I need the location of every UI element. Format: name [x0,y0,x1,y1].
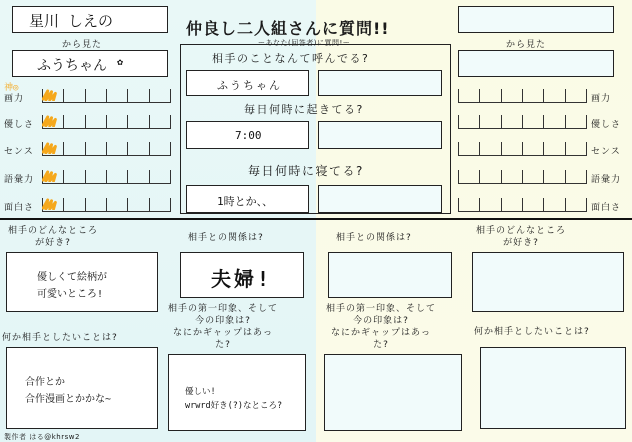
left-name-box[interactable] [12,6,168,33]
rating-tick [458,170,459,184]
left-impression-answer-box[interactable] [168,354,306,431]
left-stat-fill [42,170,57,182]
right-impression-question: 相手の第一印象、そして 今の印象は? なにかギャップはあっ た? [326,304,437,350]
wake-answer-left-text: 7:00 [235,129,262,142]
left-impression-question: 相手の第一印象、そして 今の印象は? なにかギャップはあっ た? [168,304,279,350]
rating-tick [170,89,171,103]
left-stat-label: センス [4,147,34,157]
rating-tick [565,89,566,103]
rating-tick [149,89,150,103]
left-partner-name: ふうちゃん [37,58,107,74]
left-stat-fill [42,198,57,210]
nickname-answer-right[interactable] [318,70,442,96]
rating-tick [63,115,64,129]
rating-tick [85,115,86,129]
left-stat-label: 優しさ [4,120,35,130]
right-like-question: 相手のどんなところ が好き? [476,226,567,248]
rating-tick [458,142,459,156]
rating-scale [42,198,170,212]
rating-tick [501,198,502,212]
rating-scale [42,142,170,156]
rating-tick [149,198,150,212]
rating-tick [149,170,150,184]
left-like-answer-box[interactable] [6,252,158,312]
rating-tick [127,89,128,103]
rating-tick [170,170,171,184]
right-stat-label: 面白さ [591,203,622,213]
rating-tick [565,198,566,212]
sub-note: ーあなた(回答者)に質問!ー [258,39,351,47]
right-stat-label: センス [591,147,621,157]
rating-scale [42,89,170,103]
rating-tick [479,198,480,212]
left-stat-label: 画力 [4,94,25,104]
sleep-answer-left-text: 1時とか、、 [217,195,274,208]
rating-scale [42,115,170,129]
rating-tick [63,198,64,212]
rating-tick [85,89,86,103]
rating-tick [501,115,502,129]
rating-tick [586,89,587,103]
left-want-answer-box[interactable] [6,347,158,429]
right-relation-answer-box[interactable] [328,252,452,298]
left-relation-question: 相手との関係は? [188,233,264,243]
wake-answer-left[interactable] [186,121,309,149]
rating-tick [543,115,544,129]
rating-tick [522,115,523,129]
rating-scale [458,198,586,212]
rating-tick [501,170,502,184]
sleep-answer-right[interactable] [318,185,442,213]
left-like-question: 相手のどんなところ が好き? [8,226,99,248]
left-want-question: 何か相手としたいことは? [2,333,118,343]
page-title: 仲良し二人組さんに質問!! [186,19,390,38]
rating-tick [479,170,480,184]
right-want-answer-box[interactable] [480,347,626,429]
rating-tick [522,142,523,156]
rating-tick [106,170,107,184]
clover-doodle: ✿ [117,57,124,68]
rating-tick [586,115,587,129]
rating-tick [149,142,150,156]
rating-tick [458,198,459,212]
rating-tick [501,142,502,156]
section-divider [0,218,632,220]
rating-tick [543,142,544,156]
rating-scale [458,142,586,156]
creator-credit: 製作者 はる@khrsw2 [4,433,80,441]
rating-tick [586,170,587,184]
rating-tick [63,89,64,103]
left-stat-note: 神◎ [4,83,19,93]
rating-tick [479,142,480,156]
rating-tick [565,170,566,184]
rating-tick [522,89,523,103]
right-stat-label: 優しさ [591,120,622,130]
rating-tick [458,115,459,129]
left-want-answer: 合作とか 合作漫画とかかな~ [25,377,112,405]
left-name: 星川 しえの [29,12,114,30]
rating-tick [106,142,107,156]
rating-tick [63,142,64,156]
rating-tick [170,142,171,156]
rating-tick [522,170,523,184]
rating-tick [479,89,480,103]
rating-scale [458,115,586,129]
right-stat-label: 語彙力 [591,175,622,185]
right-name-box[interactable] [458,6,614,33]
right-partner-box[interactable] [458,50,614,77]
rating-scale [458,89,586,103]
left-stat-label: 面白さ [4,203,35,213]
left-stat-label: 語彙力 [4,175,35,185]
question-sleep-time: 毎日何時に寝てる? [248,164,364,178]
right-from-label: から見た [506,40,547,50]
rating-tick [63,170,64,184]
right-want-question: 何か相手としたいことは? [474,327,590,337]
left-relation-answer-box[interactable] [180,252,304,298]
rating-tick [85,142,86,156]
rating-tick [127,115,128,129]
left-like-answer: 優しくて絵柄が 可愛いところ! [37,272,107,300]
question-nickname: 相手のことなんて呼んでる? [212,52,370,65]
left-relation-answer: 夫婦! [211,267,273,291]
nickname-answer-left-text: ふうちゃん [217,79,282,92]
rating-scale [42,170,170,184]
rating-tick [565,115,566,129]
rating-tick [543,170,544,184]
left-stat-fill [42,89,57,101]
question-wake-time: 毎日何時に起きてる? [244,103,364,116]
rating-tick [127,142,128,156]
right-relation-question: 相手との関係は? [336,233,412,243]
rating-tick [149,115,150,129]
rating-tick [106,115,107,129]
rating-tick [85,198,86,212]
rating-tick [106,198,107,212]
left-partner-box[interactable] [12,50,168,77]
rating-tick [170,198,171,212]
left-from-label: から見た [62,40,103,50]
rating-tick [586,142,587,156]
rating-tick [586,198,587,212]
sleep-answer-left[interactable] [186,185,309,213]
rating-tick [85,170,86,184]
rating-tick [565,142,566,156]
right-stat-label: 画力 [591,94,612,104]
rating-tick [501,89,502,103]
nickname-answer-left[interactable] [186,70,309,96]
rating-tick [543,198,544,212]
left-stat-fill [42,142,57,154]
right-impression-answer-box[interactable] [324,354,462,431]
rating-tick [127,170,128,184]
rating-tick [458,89,459,103]
rating-tick [543,89,544,103]
left-impression-answer: 優しい! wrwrd好き(?)なところ? [185,387,283,411]
rating-tick [170,115,171,129]
rating-tick [106,89,107,103]
right-like-answer-box[interactable] [472,252,624,312]
rating-tick [522,198,523,212]
wake-answer-right[interactable] [318,121,442,149]
left-stat-fill [42,115,57,127]
rating-tick [127,198,128,212]
rating-scale [458,170,586,184]
rating-tick [479,115,480,129]
